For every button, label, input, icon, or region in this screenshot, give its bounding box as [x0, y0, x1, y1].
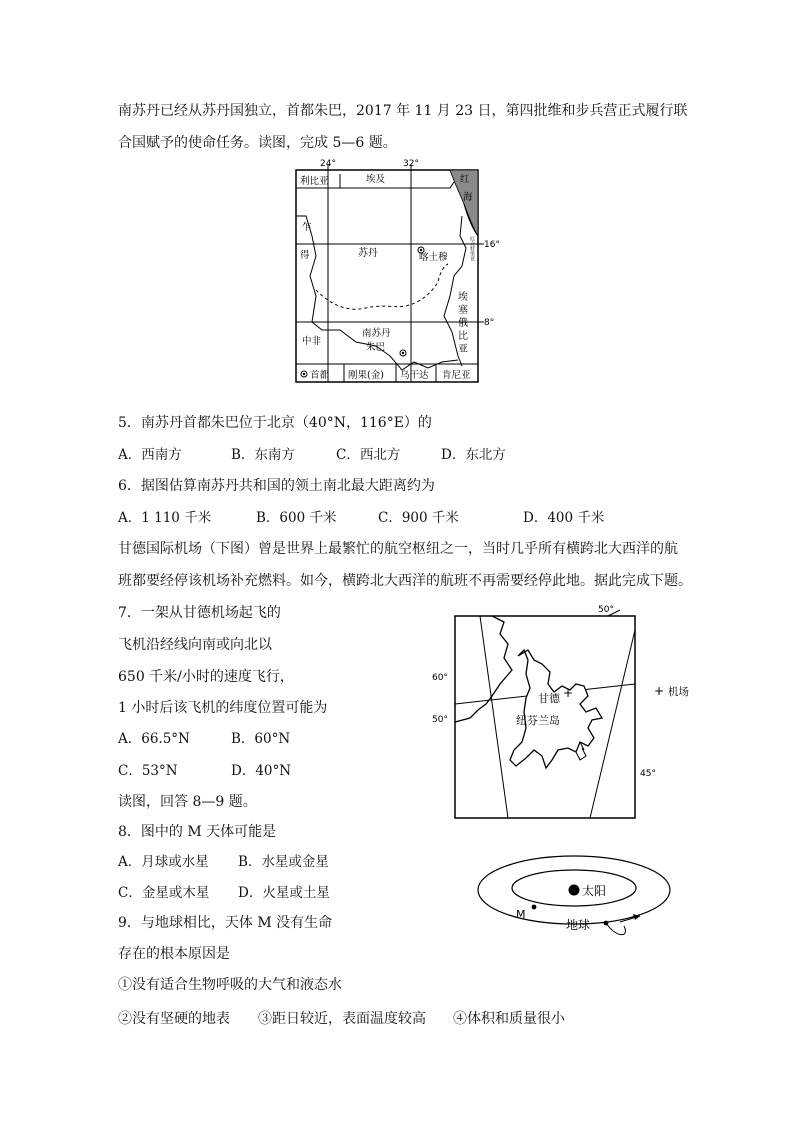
q6-option-a: A．1 110 千米	[118, 510, 212, 526]
q6-option-b: B．600 千米	[256, 510, 337, 526]
lon-50-label: 50°	[598, 605, 614, 615]
q5-option-a: A．西南方	[118, 447, 182, 463]
sudan-map	[282, 156, 502, 386]
ethiopia-char-3: 俄	[458, 318, 468, 329]
lat-50-label: 50°	[432, 715, 448, 725]
libya-label: 利比亚	[300, 176, 329, 187]
read-8-9: 读图，回答 8—9 题。	[118, 794, 257, 810]
gander-label: 甘德	[538, 692, 560, 705]
q8-option-a: A．月球或水星	[118, 854, 209, 870]
ethiopia-char-5: 亚	[458, 344, 468, 355]
lon-32-label: 32°	[403, 159, 419, 169]
island-label: 纽芬兰岛	[516, 714, 560, 727]
legend-airport-icon: +	[654, 684, 665, 698]
q9-stem-1: 9．与地球相比，天体 M 没有生命	[118, 915, 333, 931]
q9-item-1: ①没有适合生物呼吸的大气和液态水	[118, 977, 342, 993]
red-label: 红	[460, 174, 470, 185]
orbit-diagram	[470, 846, 700, 946]
gander-airport-marker: +	[563, 686, 574, 700]
sun-dot	[569, 885, 580, 896]
q6-option-c: C．900 千米	[378, 510, 459, 526]
gander-line-1: 甘德国际机场（下图）曾是世界上最繁忙的航空枢纽之一，当时几乎所有横跨北大西洋的航	[118, 541, 678, 557]
q8-option-d: D．火星或土星	[238, 885, 330, 901]
intro-line-1: 南苏丹已经从苏丹国独立，首都朱巴，2017 年 11 月 23 日，第四批维和步兵营正式履行联	[118, 103, 688, 119]
q9-item-3: ③距日较近，表面温度较高	[258, 1011, 426, 1027]
car-label: 中非	[302, 336, 322, 347]
q5-option-c: C．西北方	[336, 447, 401, 463]
m-dot	[532, 905, 537, 910]
gander-line-2: 班都要经停该机场补充燃料。如今，横跨北大西洋的航班不再需要经停此地。据此完成下题。	[118, 573, 692, 589]
q7-stem-1: 7．一架从甘德机场起飞的	[118, 605, 281, 621]
kenya-label: 肯尼亚	[442, 370, 471, 381]
chad-label-2: 得	[300, 250, 310, 261]
juba-label: 朱巴	[366, 342, 386, 353]
q5-stem: 5．南苏丹首都朱巴位于北京（40°N，116°E）的	[118, 415, 432, 431]
khartoum-label: 喀土穆	[419, 252, 448, 263]
earth-label: 地球	[566, 918, 591, 932]
south-sudan-label: 南苏丹	[362, 328, 391, 339]
ethiopia-char-4: 比	[458, 331, 468, 342]
sea-label: 海	[463, 192, 473, 203]
lat-16-label: 16°	[484, 240, 500, 250]
q6-option-d: D．400 千米	[523, 510, 605, 526]
q9-item-4: ④体积和质量很小	[453, 1011, 565, 1027]
intro-line-2: 合国赋予的使命任务。读图，完成 5—6 题。	[118, 135, 397, 151]
q7-option-d: D．40°N	[231, 763, 292, 779]
lon-45-label: 45°	[640, 769, 656, 779]
legend-airport-label: 机场	[668, 686, 689, 698]
congo-label: 刚果(金)	[348, 370, 384, 381]
chad-label-1: 乍	[302, 222, 312, 233]
newfoundland-map	[430, 600, 710, 822]
lat-60-label: 60°	[432, 673, 448, 683]
ethiopia-char-2: 塞	[458, 305, 468, 316]
sun-label: 太阳	[582, 884, 607, 898]
q6-stem: 6．据图估算南苏丹共和国的领土南北最大距离约为	[118, 478, 435, 494]
q7-option-a: A．66.5°N	[118, 731, 190, 747]
q8-option-b: B．水星或金星	[238, 854, 329, 870]
q7-stem-3: 650 千米/小时的速度飞行，	[118, 669, 294, 685]
uganda-label: 乌干达	[400, 370, 429, 381]
lon-24-label: 24°	[320, 159, 336, 169]
q8-stem: 8．图中的 M 天体可能是	[118, 824, 277, 840]
q9-stem-2: 存在的根本原因是	[118, 946, 230, 962]
lat-8-label: 8°	[484, 318, 495, 328]
sudan-label: 苏丹	[358, 248, 378, 259]
q7-stem-2: 飞机沿经线向南或向北以	[118, 637, 272, 653]
legend-capital-label: 首都	[310, 370, 330, 381]
eritrea-label: 厄立特里亚	[469, 236, 475, 261]
q8-option-c: C．金星或木星	[118, 885, 210, 901]
egypt-label: 埃及	[366, 174, 386, 185]
m-label: M	[516, 908, 526, 921]
q7-stem-4: 1 小时后该飞机的纬度位置可能为	[118, 700, 328, 716]
q9-item-2: ②没有坚硬的地表	[118, 1011, 230, 1027]
ethiopia-char-1: 埃	[458, 292, 468, 303]
q7-option-b: B．60°N	[231, 731, 291, 747]
q5-option-b: B．东南方	[231, 447, 295, 463]
q7-option-c: C．53°N	[118, 763, 178, 779]
q5-option-d: D．东北方	[441, 447, 506, 463]
